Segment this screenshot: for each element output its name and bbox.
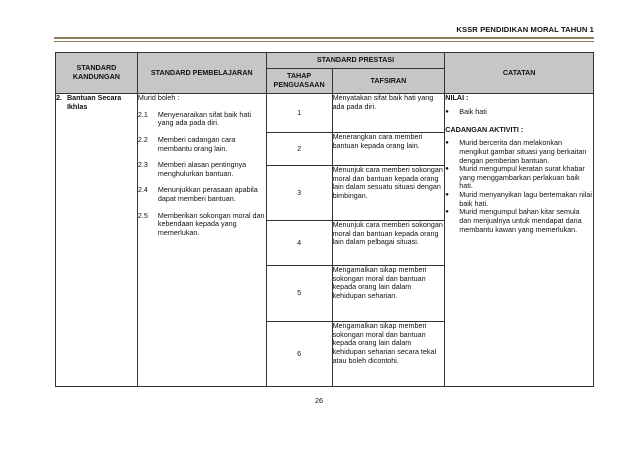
tafsiran-4: Menunjuk cara memberi sokongan moral dan bantuan kepada orang lain dalam pelbagai situasi. xyxy=(332,221,445,266)
bullet-icon: ● xyxy=(445,192,449,199)
header-standard-prestasi: STANDARD PRESTASI xyxy=(266,53,445,69)
header-tahap-penguasaan: TAHAP PENGUASAAN xyxy=(266,69,332,94)
list-item xyxy=(445,191,593,208)
page-number: 26 xyxy=(315,396,323,405)
pembelajaran-cell xyxy=(137,94,266,387)
pembelajaran-item-text: Menunjukkan perasaan apabila dapat memberi bantuan. xyxy=(157,185,258,204)
pembelajaran-item-number: 2.5 xyxy=(137,210,148,220)
pembelajaran-intro: Murid boleh : xyxy=(137,93,180,102)
bullet-icon: ● xyxy=(445,166,449,173)
kandungan-text: Bantuan Secara Ikhlas xyxy=(66,93,122,111)
pembelajaran-item-number: 2.1 xyxy=(137,109,148,119)
tahap-level-4: 4 xyxy=(266,221,332,266)
list-item xyxy=(445,165,593,191)
tafsiran-3: Menunjuk cara memberi sokongan moral dan bantuan kepada orang lain dalam sesuatu situasi dengan bimbingan. xyxy=(332,166,445,221)
kandungan-number: 2. xyxy=(56,93,62,102)
pembelajaran-item-number: 2.3 xyxy=(137,160,148,170)
pembelajaran-item-text: Memberikan sokongan moral dan kebendaan kepada yang memerlukan. xyxy=(157,210,265,238)
kandungan-cell xyxy=(56,94,138,387)
tafsiran-5: Mengamalkan sikap memberi sokongan moral dan bantuan kepada orang lain dalam kehidupan seharian. xyxy=(332,266,445,322)
bullet-icon: ● xyxy=(445,108,449,115)
tafsiran-1: Menyatakan sifat baik hati yang ada pada diri. xyxy=(332,94,445,133)
tafsiran-6: Mengamalkan sikap memberi sokongan moral dan bantuan kepada orang lain dalam kehidupan seharian secara tekal atau boleh dicontohi. xyxy=(332,322,445,387)
aktiviti-item-text: Murid menyanyikan lagu bertemakan nilai baik hati. xyxy=(459,190,592,208)
pembelajaran-item-number: 2.2 xyxy=(137,134,148,144)
header-standard-pembelajaran: STANDARD PEMBELAJARAN xyxy=(137,53,266,94)
catatan-cell xyxy=(445,94,594,387)
header-standard-kandungan: STANDARD KANDUNGAN xyxy=(56,53,138,94)
pembelajaran-item xyxy=(138,136,266,153)
pembelajaran-item-text: Memberi cadangan cara membantu orang lain. xyxy=(157,134,236,153)
document-header-title: KSSR PENDIDIKAN MORAL TAHUN 1 xyxy=(456,25,594,34)
list-item xyxy=(445,208,593,234)
header-rule-thin xyxy=(54,41,594,42)
list-item xyxy=(445,108,593,117)
pembelajaran-item xyxy=(138,212,266,238)
bullet-icon: ● xyxy=(445,209,449,216)
curriculum-table xyxy=(55,52,594,387)
tahap-level-5: 5 xyxy=(266,266,332,322)
header-tafsiran: TAFSIRAN xyxy=(332,69,445,94)
tahap-level-6: 6 xyxy=(266,322,332,387)
pembelajaran-item xyxy=(138,111,266,128)
aktiviti-list xyxy=(445,139,593,234)
pembelajaran-item-text: Memberi alasan pentingnya menghulurkan bantuan. xyxy=(157,160,247,178)
aktiviti-label: CADANGAN AKTIVITI : xyxy=(445,124,524,134)
nilai-item-text: Baik hati xyxy=(459,106,487,116)
aktiviti-item-text: Murid mengumpul keratan surat khabar yang menggambarkan perlakuan baik hati. xyxy=(459,164,585,191)
header-rule-thick xyxy=(54,37,594,39)
nilai-label: NILAI : xyxy=(445,93,469,102)
pembelajaran-item-text: Menyenaraikan sifat baik hati yang ada pada diri. xyxy=(157,109,251,128)
bullet-icon: ● xyxy=(445,140,449,147)
pembelajaran-item xyxy=(138,161,266,178)
tahap-level-2: 2 xyxy=(266,133,332,166)
tahap-level-3: 3 xyxy=(266,166,332,221)
tafsiran-2: Menerangkan cara memberi bantuan kepada orang lain. xyxy=(332,133,445,166)
pembelajaran-item-number: 2.4 xyxy=(137,185,148,195)
pembelajaran-item xyxy=(138,186,266,203)
nilai-list xyxy=(445,108,593,117)
aktiviti-item-text: Murid mengumpul bahan kitar semula dan menjualnya untuk mendapat dana membantu kawan yang memerlukan. xyxy=(459,207,582,234)
tahap-level-1: 1 xyxy=(266,94,332,133)
list-item xyxy=(445,139,593,165)
header-catatan: CATATAN xyxy=(445,53,594,94)
aktiviti-item-text: Murid bercerita dan melakonkan mengikut gambar situasi yang berkaitan dengan pemberian bantuan. xyxy=(459,138,587,165)
